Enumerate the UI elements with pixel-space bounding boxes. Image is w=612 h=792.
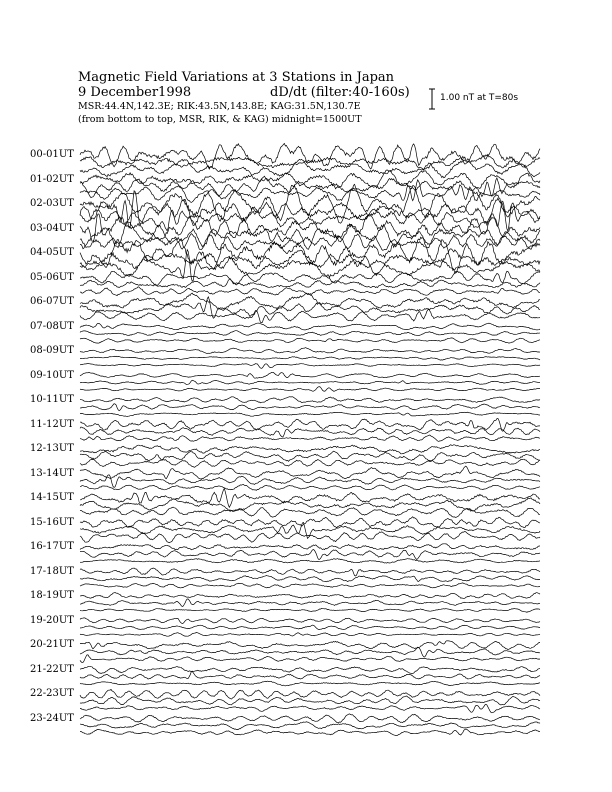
- trace-rik-04-05ut: [80, 249, 540, 276]
- hour-label: 15-16UT: [30, 516, 74, 528]
- trace-kag-10-11ut: [80, 412, 540, 416]
- trace-msr-16-17ut: [80, 544, 540, 550]
- trace-msr-18-19ut: [80, 593, 540, 599]
- trace-rik-10-11ut: [80, 404, 540, 411]
- trace-kag-11-12ut: [80, 435, 540, 441]
- trace-msr-22-23ut: [80, 690, 540, 700]
- trace-rik-21-22ut: [80, 671, 540, 679]
- trace-msr-13-14ut: [80, 466, 540, 479]
- hour-label: 01-02UT: [30, 173, 74, 185]
- trace-msr-01-02ut: [80, 170, 540, 189]
- hour-label: 21-22UT: [30, 663, 74, 675]
- trace-kag-20-21ut: [80, 655, 540, 663]
- figure-title: Magnetic Field Variations at 3 Stations in Japan: [78, 70, 395, 85]
- trace-msr-19-20ut: [80, 618, 540, 624]
- trace-rik-09-10ut: [80, 380, 540, 384]
- hour-label: 05-06UT: [30, 271, 74, 283]
- trace-rik-11-12ut: [80, 427, 540, 437]
- trace-kag-23-24ut: [80, 729, 540, 736]
- trace-rik-18-19ut: [80, 599, 540, 607]
- hour-label: 14-15UT: [30, 492, 74, 503]
- trace-msr-09-10ut: [80, 372, 540, 378]
- trace-msr-10-11ut: [80, 397, 540, 403]
- hour-label: 07-08UT: [30, 320, 74, 332]
- trace-rik-03-04ut: [80, 222, 540, 250]
- trace-rik-23-24ut: [80, 722, 540, 730]
- hour-label: 22-23UT: [30, 688, 74, 699]
- hour-label: 00-01UT: [30, 149, 74, 160]
- trace-rik-05-06ut: [80, 279, 540, 288]
- trace-rik-19-20ut: [80, 625, 540, 629]
- trace-kag-22-23ut: [80, 704, 540, 713]
- trace-msr-07-08ut: [80, 323, 540, 330]
- trace-msr-14-15ut: [80, 488, 540, 507]
- hour-label: 13-14UT: [30, 467, 74, 479]
- trace-msr-15-16ut: [80, 517, 540, 528]
- hour-label: 17-18UT: [30, 565, 74, 577]
- trace-rik-12-13ut: [80, 451, 540, 461]
- hour-label: 08-09UT: [30, 345, 74, 356]
- trace-msr-06-07ut: [80, 293, 540, 310]
- hour-label: 10-11UT: [30, 394, 74, 405]
- hour-label: 06-07UT: [30, 296, 74, 307]
- trace-kag-14-15ut: [80, 507, 540, 517]
- trace-msr-12-13ut: [80, 445, 540, 454]
- trace-kag-06-07ut: [80, 309, 540, 323]
- trace-rik-22-23ut: [80, 696, 540, 705]
- trace-msr-20-21ut: [80, 641, 540, 650]
- hour-label: 12-13UT: [30, 443, 74, 454]
- hour-label: 09-10UT: [30, 369, 74, 381]
- station-coordinates: MSR:44.4N,142.3E; RIK:43.5N,143.8E; KAG:31.5N,130.7E: [78, 101, 361, 112]
- trace-kag-03-04ut: [80, 234, 540, 251]
- hour-label: 20-21UT: [30, 639, 74, 650]
- figure-date: 9 December1998: [78, 85, 192, 100]
- trace-rik-17-18ut: [80, 576, 540, 582]
- hour-label: 16-17UT: [30, 541, 74, 552]
- trace-rik-08-09ut: [80, 356, 540, 360]
- trace-msr-23-24ut: [80, 714, 540, 723]
- trace-rik-16-17ut: [80, 550, 540, 560]
- trace-kag-19-20ut: [80, 633, 540, 637]
- trace-kag-18-19ut: [80, 609, 540, 613]
- trace-kag-07-08ut: [80, 338, 540, 343]
- trace-msr-17-18ut: [80, 568, 540, 576]
- trace-msr-04-05ut: [80, 237, 540, 273]
- trace-msr-08-09ut: [80, 348, 540, 354]
- hour-label: 11-12UT: [30, 418, 74, 430]
- hour-label: 23-24UT: [30, 712, 74, 724]
- hour-label: 19-20UT: [30, 614, 74, 626]
- trace-kag-21-22ut: [80, 681, 540, 686]
- station-order-note: (from bottom to top, MSR, RIK, & KAG) midnight=1500UT: [78, 114, 362, 125]
- scale-label: 1.00 nT at T=80s: [440, 93, 519, 103]
- trace-kag-13-14ut: [80, 485, 540, 491]
- component-filter: dD/dt (filter:40-160s): [270, 85, 410, 100]
- trace-kag-16-17ut: [80, 559, 540, 564]
- trace-kag-09-10ut: [80, 387, 540, 392]
- trace-rik-13-14ut: [80, 475, 540, 488]
- trace-rik-07-08ut: [80, 331, 540, 336]
- trace-msr-05-06ut: [80, 271, 540, 285]
- trace-msr-00-01ut: [80, 144, 540, 170]
- trace-msr-11-12ut: [80, 418, 540, 431]
- hour-label: 03-04UT: [30, 222, 74, 234]
- trace-kag-08-09ut: [80, 364, 540, 369]
- hour-label: 04-05UT: [30, 247, 74, 258]
- trace-kag-17-18ut: [80, 583, 540, 588]
- trace-msr-21-22ut: [80, 666, 540, 674]
- trace-rik-06-07ut: [80, 297, 540, 318]
- hour-label: 18-19UT: [30, 590, 74, 601]
- hour-label: 02-03UT: [30, 198, 74, 209]
- trace-msr-03-04ut: [80, 214, 540, 241]
